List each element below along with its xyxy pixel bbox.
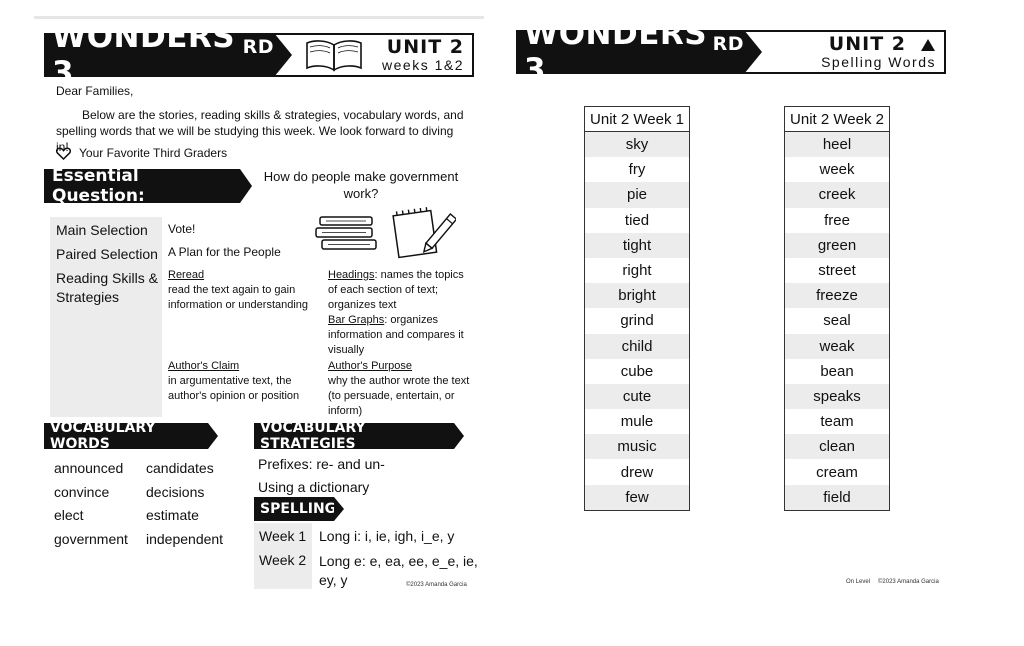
paired-selection-value: A Plan for the People	[168, 245, 281, 259]
spelling-word: music	[585, 434, 689, 459]
spelling-word: clean	[785, 434, 889, 459]
brand-text: WONDERS 3	[52, 19, 236, 91]
unit-label	[821, 35, 936, 69]
purpose-desc: why the author wrote the text (to persuade, entertain, or inform)	[328, 375, 470, 417]
spelling-word: heel	[785, 132, 889, 157]
essential-question-label: Essential Question:	[44, 169, 240, 203]
spelling-word: bean	[820, 362, 854, 380]
spelling-label: SPELLING	[254, 497, 334, 521]
purpose-title: Author's Purpose	[328, 360, 413, 372]
spelling-word: speaks	[785, 384, 889, 409]
week1-title: Unit 2 Week 1	[585, 107, 689, 132]
spelling-word: fry	[628, 161, 646, 179]
spelling-word: cute	[585, 384, 689, 409]
vocab-strategies-label: VOCABULARY STRATEGIES	[254, 423, 454, 449]
spelling-word: drew	[620, 463, 654, 481]
claim-skill	[168, 359, 318, 404]
spelling-word: team	[820, 413, 854, 431]
vocab-word: government	[54, 530, 128, 547]
spelling-word: creek	[785, 182, 889, 207]
essential-question-banner	[44, 166, 252, 206]
spelling-word: seal	[823, 312, 851, 330]
brand-text: WONDERS 3	[524, 16, 708, 88]
spelling-word: child	[585, 334, 689, 359]
spelling-word: bright	[585, 283, 689, 308]
heart-icon	[56, 147, 71, 160]
bargraphs-title: Bar Graphs	[328, 314, 385, 326]
reread-skill	[168, 268, 318, 313]
spelling-word: field	[785, 485, 889, 510]
spelling-word: sky	[585, 132, 689, 157]
header-banner	[516, 16, 946, 88]
unit-box	[744, 30, 946, 74]
headings-desc: : names the topics of each section of text; organizes text	[328, 269, 464, 311]
claim-desc: in argumentative text, the author's opinion or position	[168, 375, 300, 402]
spelling-word: weak	[785, 334, 889, 359]
brand-title	[516, 16, 744, 88]
headings-skill	[328, 268, 474, 358]
spelling-word: right	[622, 262, 652, 280]
spelling-word: grind	[620, 312, 654, 330]
week2-label: Week 2	[259, 552, 307, 568]
spelling-word: pie	[585, 182, 689, 207]
spelling-word: week	[819, 161, 855, 179]
strategy-item: Using a dictionary	[258, 479, 370, 495]
spelling-word: free	[824, 211, 850, 229]
unit-box	[274, 33, 474, 77]
vocab-word: convince	[54, 483, 110, 500]
vocab-list-left	[54, 457, 128, 551]
signoff	[56, 145, 227, 161]
vocab-word: announced	[54, 460, 124, 476]
vocab-word: decisions	[146, 483, 205, 500]
vocab-strategies-banner	[254, 420, 464, 452]
week1-spelling-table	[584, 106, 690, 511]
purpose-skill	[328, 359, 474, 419]
triangle-icon	[920, 38, 936, 52]
spelling-word: cube	[620, 362, 654, 380]
week2-spelling-table	[784, 106, 890, 511]
unit-subtitle: Spelling Words	[821, 54, 936, 70]
vocab-word: estimate	[146, 507, 199, 523]
spelling-word: tight	[585, 233, 689, 258]
banner-tip	[240, 169, 252, 203]
intro-paragraph: Below are the stories, reading skills & strategies, vocabulary words, and spelling words that we will be studying this week. We look forward to diving in!	[56, 108, 464, 154]
reading-skills-label: Reading Skills & Strategies	[56, 270, 158, 305]
spelling-word: few	[585, 485, 689, 510]
unit-title-row	[821, 35, 936, 54]
notepad-pencil-icon	[390, 207, 456, 259]
essential-question-text: How do people make government work?	[263, 169, 459, 201]
strategy-item: Prefixes: re- and un-	[258, 456, 385, 472]
spelling-word: green	[785, 233, 889, 258]
stacked-books-icon	[314, 215, 380, 251]
bargraphs-desc: : organizes information and compares it visually	[328, 314, 464, 356]
banner-tip	[454, 423, 464, 449]
banner-tip	[208, 423, 218, 449]
newsletter-page	[34, 16, 484, 596]
signoff-text: Your Favorite Third Graders	[79, 146, 228, 160]
unit-title: UNIT 2	[828, 33, 906, 55]
paired-selection-label: Paired Selection	[56, 246, 158, 262]
brand-sup: RD	[712, 33, 744, 55]
week2-pattern: Long e: e, ea, ee, e_e, ie, ey, y	[319, 553, 478, 588]
spelling-word: mule	[620, 413, 654, 431]
unit-label	[382, 38, 464, 72]
spelling-word: street	[818, 262, 856, 280]
spelling-page	[512, 16, 952, 596]
vocab-word: independent	[146, 530, 224, 547]
vocab-words-banner	[44, 420, 218, 452]
unit-title: UNIT 2	[386, 36, 464, 58]
vocab-word: candidates	[146, 460, 214, 476]
vocab-words-label: VOCABULARY WORDS	[44, 423, 208, 449]
spelling-word: cream	[816, 463, 858, 481]
vocab-strategies-list	[258, 453, 385, 499]
week2-title: Unit 2 Week 2	[785, 107, 889, 132]
main-selection-value: Vote!	[168, 222, 196, 236]
week1-pattern: Long i: i, ie, igh, i_e, y	[319, 528, 455, 544]
spelling-word: freeze	[785, 283, 889, 308]
brand-sup: RD	[242, 36, 274, 58]
week2-words	[785, 132, 889, 510]
banner-tip	[334, 497, 344, 521]
level-footer: On Level	[846, 579, 871, 585]
claim-title: Author's Claim	[168, 360, 240, 372]
open-book-icon	[304, 38, 364, 72]
vocab-word: elect	[54, 507, 84, 523]
greeting: Dear Families,	[56, 84, 134, 98]
vocab-list-right	[146, 457, 223, 551]
main-selection-label: Main Selection	[56, 222, 148, 238]
spelling-word: tied	[624, 211, 650, 229]
week1-label: Week 1	[259, 528, 307, 544]
unit-weeks: weeks 1&2	[382, 57, 464, 73]
reread-desc: read the text again to gain information or understanding	[168, 284, 309, 311]
week1-words	[585, 132, 689, 510]
copyright-footer: ©2023 Amanda Garcia	[406, 582, 467, 588]
copyright-footer: ©2023 Amanda Garcia	[878, 579, 939, 585]
reread-title: Reread	[168, 269, 205, 281]
headings-title: Headings	[328, 269, 375, 281]
spelling-banner	[254, 497, 344, 521]
